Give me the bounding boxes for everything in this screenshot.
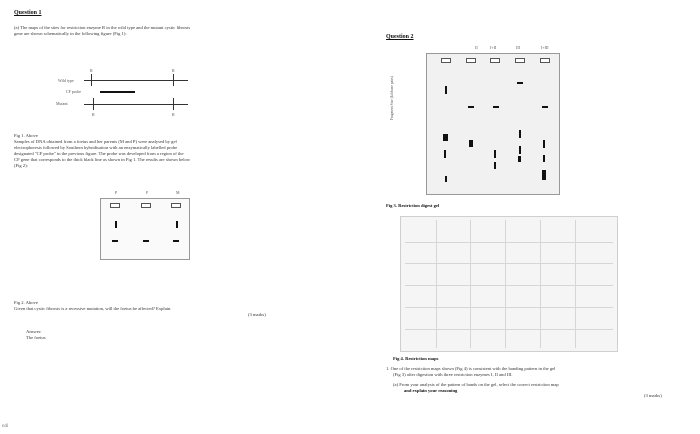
fig3-band-l1-3 <box>444 150 446 158</box>
fig4-v-1 <box>436 220 437 348</box>
fig3-band-l2-2 <box>469 140 473 147</box>
fig3-band-l1-1 <box>445 86 447 94</box>
fig3-band-l5-4 <box>542 170 546 180</box>
mutant-site-label-1: R <box>92 112 95 117</box>
fig3-well-3 <box>490 58 500 63</box>
wild-site-label-1: R <box>90 68 93 73</box>
answer-text: The foetus <box>26 335 46 340</box>
fig3-band-l4-3 <box>519 146 521 154</box>
wild-site-label-2: R <box>172 68 175 73</box>
fig3-band-l4-1 <box>517 82 523 84</box>
q1-part-a-line-2: gene are shown schematically in the following figure (Fig 1): <box>14 31 127 36</box>
q2-item-a-line-1: (a) From your analysis of the pattern of bands on the gel, select the correct restriction map <box>393 382 559 387</box>
fig3-band-l5-1 <box>542 106 548 108</box>
fig4-v-2 <box>470 220 471 348</box>
wild-site-2 <box>173 74 174 86</box>
mutant-site-2 <box>173 98 174 110</box>
q2-heading: Question 2 <box>386 34 414 40</box>
lane-label-p: P <box>115 190 118 195</box>
fig4-v-4 <box>540 220 541 348</box>
q2-item1-line-2: (Fig 3) after digestion with three restriction enzymes I, II and III. <box>393 372 513 377</box>
fig4-v-5 <box>575 220 576 348</box>
mutant-site-label-2: R <box>172 112 175 117</box>
lane-label-f: F <box>146 190 149 195</box>
q2-item1-line-1: 1. One of the restriction maps shown (Fig 4) is consistent with the banding pattern in the gel <box>386 366 556 371</box>
q1-heading: Question 1 <box>14 10 42 16</box>
map-label-mutant: Mutant <box>56 101 68 106</box>
fig3-band-l4-4 <box>518 156 521 162</box>
samples-line-3: designated "CF probe" in the previous figure. The probe was developed from a region of the <box>14 151 184 156</box>
fig2-band-p-1 <box>115 221 117 228</box>
samples-line-2: electrophoresis followed by Southern hybridisation with an enzymatically labelled probe <box>14 145 178 150</box>
fig2-caption: Fig 2. Above <box>14 300 38 305</box>
fig2-band-m-1 <box>176 221 178 228</box>
lane-label-m: M <box>176 190 180 195</box>
q1-question-line-1: Given that cystic fibrosis is a recessive mutation, will the foetus be affected? Explain. <box>14 306 172 311</box>
fig4-frame <box>400 216 618 352</box>
fig3-lane-label-2: II <box>475 45 478 50</box>
fig3-y-axis-label: Fragment Size (kilobase pairs) <box>390 75 394 120</box>
fig3-band-l5-2 <box>543 140 545 148</box>
fig2-well-p <box>110 203 120 208</box>
fig3-well-1 <box>441 58 451 63</box>
map-label-wild: Wild type <box>58 78 74 83</box>
fig2-well-m <box>171 203 181 208</box>
fig2-well-f <box>141 203 151 208</box>
fig4-caption: Fig 4. Restriction maps <box>393 356 439 361</box>
samples-line-5: (Fig 2): <box>14 163 28 168</box>
fig3-band-l2-1 <box>468 106 474 108</box>
fig3-lane-label-3: I+II <box>490 45 497 50</box>
fig3-band-l1-4 <box>445 176 447 182</box>
fig4-v-3 <box>505 220 506 348</box>
q2-item-a-line-2: and explain your reasoning <box>404 388 458 393</box>
fig3-well-5 <box>540 58 550 63</box>
fig2-band-f-1 <box>143 240 149 242</box>
fig3-band-l1-2 <box>443 134 448 141</box>
fig3-lane-label-4: III <box>516 45 520 50</box>
fig3-well-4 <box>515 58 525 63</box>
fig3-gel-frame <box>426 53 560 195</box>
wild-site-1 <box>91 74 92 86</box>
fig3-band-l5-3 <box>543 155 545 162</box>
fig3-band-l4-2 <box>519 130 521 138</box>
cf-probe-bar <box>100 91 135 93</box>
map-label-cf: CF probe <box>66 89 81 94</box>
q1-part-a-line-1: (a) The maps of the sites for restriction enzyme R in the wild type and the mutant cystic fibrosis <box>14 25 191 30</box>
fig3-band-l3-3 <box>494 162 496 169</box>
q1-marks: (3 marks) <box>248 312 266 317</box>
fig3-band-l3-1 <box>493 106 499 108</box>
samples-line-1: Samples of DNA obtained from a foetus and her parents (M and P) were analysed by gel <box>14 139 177 144</box>
q2-item-a-marks: (3 marks) <box>644 393 662 398</box>
fig3-lane-label-5: I+III <box>541 45 549 50</box>
answer-label: Answer: <box>26 329 42 334</box>
fig3-caption: Fig 3. Restriction digest gel <box>386 203 440 208</box>
mutant-site-1 <box>93 98 94 110</box>
fig1-caption: Fig 1. Above <box>14 133 38 138</box>
fig2-band-m-2 <box>173 240 179 242</box>
fig3-band-l3-2 <box>494 150 496 158</box>
samples-line-4: CF gene that corresponds to the thick black line as shown in Fig 1. The results are shown below <box>14 157 191 162</box>
fig3-well-2 <box>466 58 476 63</box>
fig2-band-p-2 <box>112 240 118 242</box>
page-marker: ndi <box>2 424 9 429</box>
